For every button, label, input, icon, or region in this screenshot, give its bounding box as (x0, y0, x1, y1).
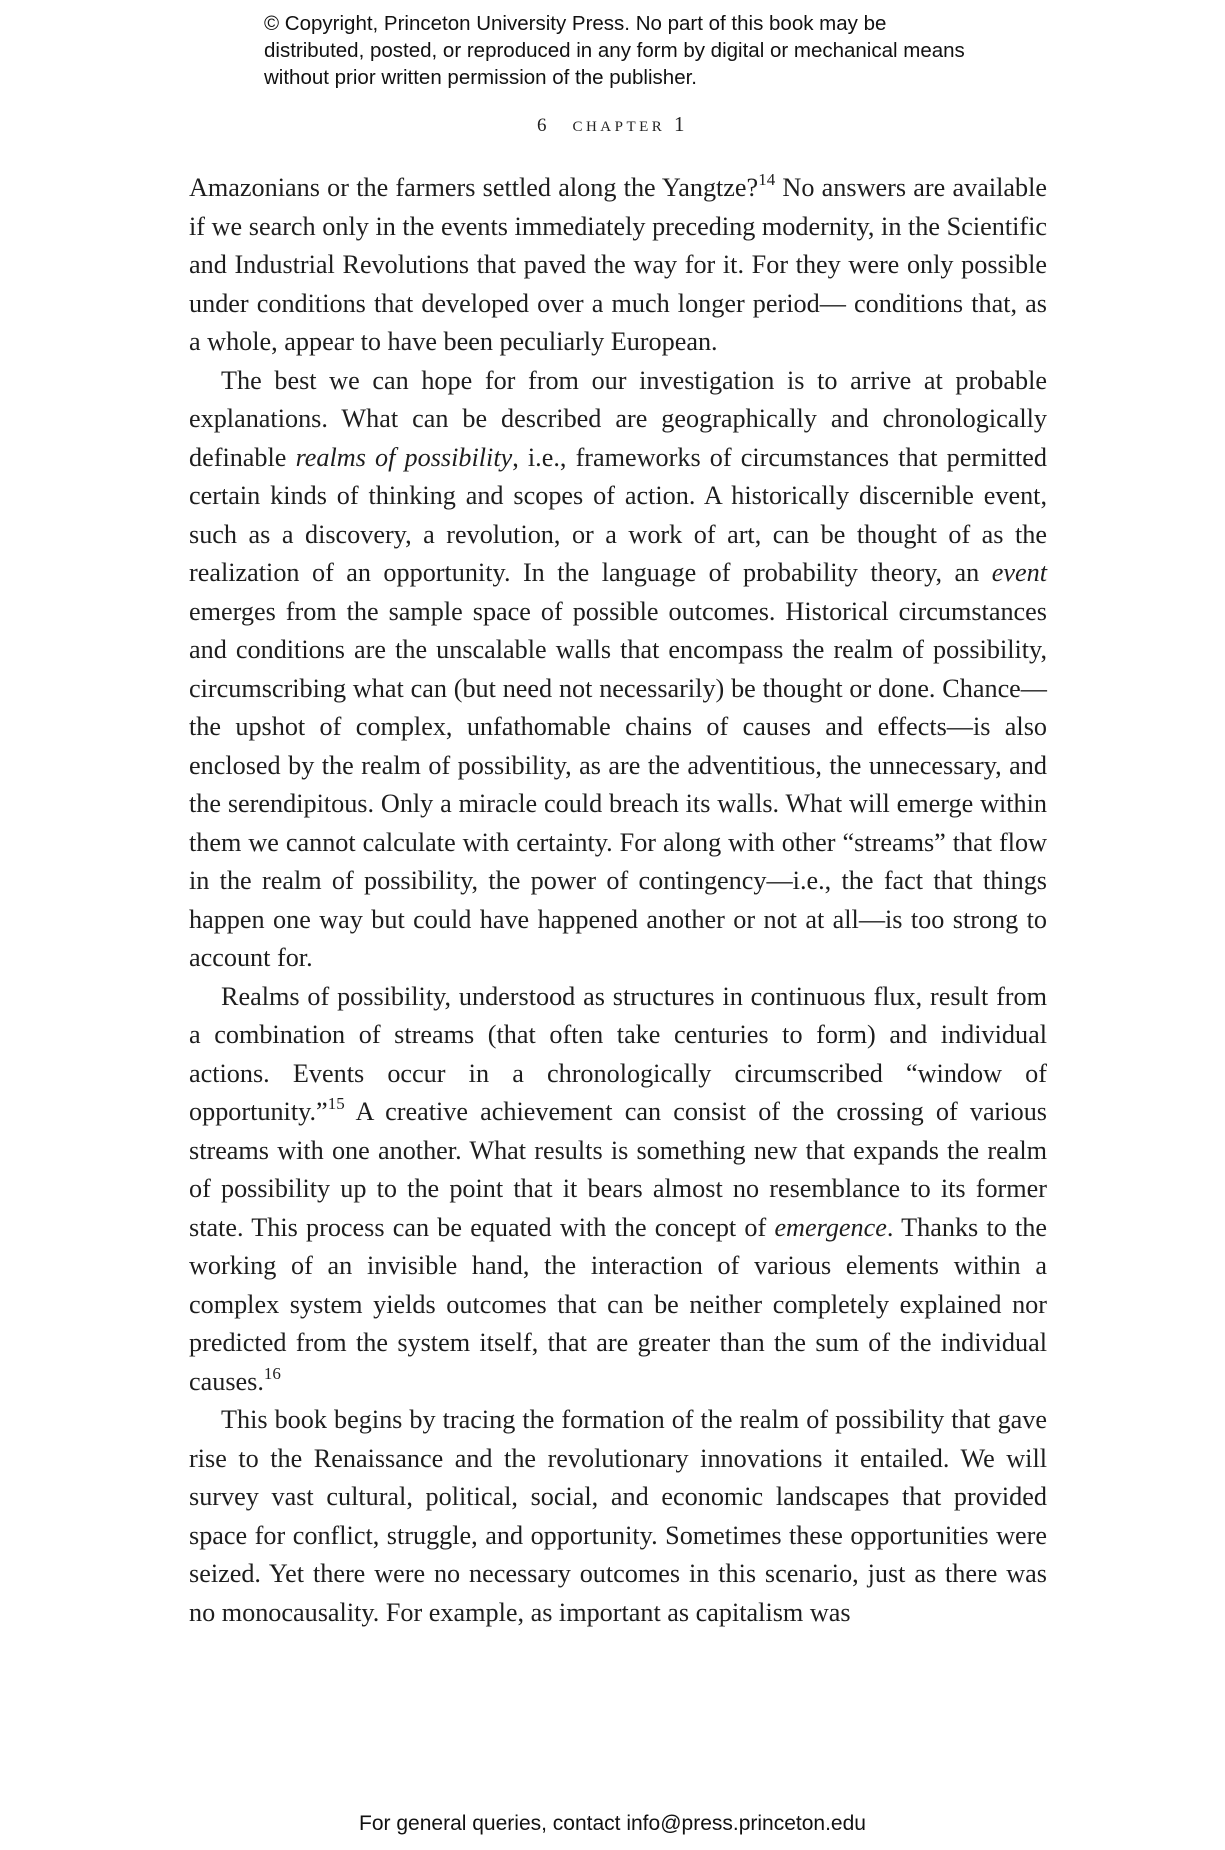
emphasis-realms-of-possibility: realms of possibility (295, 442, 513, 472)
body-text (189, 169, 1047, 1632)
text-run: Amazonians or the farmers settled along the Yangtze? (189, 173, 759, 202)
text-run: No answers are available if we search only in the events immediately preceding modernity, in the Scientific and Industrial Revolutions that paved the way for it. For they were only possible under conditions that developed over a much longer period— conditions that, as a whole, appear to have been peculiarly European. (189, 173, 1047, 356)
paragraph-4 (189, 1401, 1047, 1632)
emphasis-event: event (991, 558, 1047, 587)
paragraph-2 (189, 362, 1047, 978)
text-run: , i.e., frameworks of circumstances that permitted certain kinds of thinking and scopes of action. A historically discernible event, such as a discovery, a revolution, or a work of art, can be thought of as the realization of an opportunity. In the language of probability theory, an (189, 442, 1047, 587)
text-run: The best we can hope for from our investigation is to arrive at probable explanations. What can be described are geographically and chronologically definable (189, 365, 1047, 472)
running-head (0, 112, 1225, 137)
page-number: 6 (536, 115, 547, 136)
paragraph-3 (189, 978, 1047, 1402)
text-run: . Thanks to the working of an invisible hand, the interaction of various elements within a complex system yields outcomes that can be neither completely explained nor predicted from the system itself, that are greater than the sum of the individual causes. (189, 1212, 1048, 1396)
contact-footer: For general queries, contact info@press.princeton.edu (359, 1812, 866, 1835)
footnote-ref-16: 16 (263, 1363, 281, 1383)
text-run: A creative achievement can consist of the crossing of various streams with one another. What results is something new that expands the realm of possibility up to the point that it bears almost no resemblance to its former state. This process can be equated with the concept of (189, 1097, 1047, 1242)
text-run: This book begins by tracing the formation of the realm of possibility that gave rise to the Renaissance and the revolutionary innovations it entailed. We will survey vast cultural, political, social, and economic landscapes that provided space for conflict, struggle, and opportunity. Sometimes these opportunities were seized. Yet there were no necessary outcomes in this scenario, just as there was no monocausality. For example, as important as capitalism was (189, 1405, 1047, 1627)
footnote-ref-15: 15 (327, 1094, 345, 1113)
text-run: emerges from the sample space of possible outcomes. Historical circumstances and conditions are the unscalable walls that encompass the realm of possibility, circumscribing what can (but need not necessarily) be thought or done. Chance—the upshot of complex, unfathomable chains of causes and effects—is also enclosed by the realm of possibility, as are the adventitious, the unnecessary, and the serendipitous. Only a miracle could breach its walls. What will emerge within them we cannot calculate with certainty. For along with other “streams” that flow in the realm of possibility, the power of contingency—i.e., the fact that things happen one way but could have happened another or not at all—is too strong to account for. (189, 596, 1047, 972)
footnote-ref-14: 14 (758, 170, 776, 189)
copyright-notice: © Copyright, Princeton University Press. No part of this book may be distributed, posted, or reproduced in any form by digital or mechanical means without prior written permission of the publisher. (264, 12, 965, 89)
emphasis-emergence: emergence (774, 1212, 887, 1242)
text-run: Realms of possibility, understood as structures in continuous flux, result from a combination of streams (that often take centuries to form) and individual actions. Events occur in a chronologically circumscribed “window of opportunity.” (189, 981, 1047, 1126)
paragraph-1 (189, 169, 1047, 362)
chapter-label: chapter 1 (572, 112, 689, 136)
